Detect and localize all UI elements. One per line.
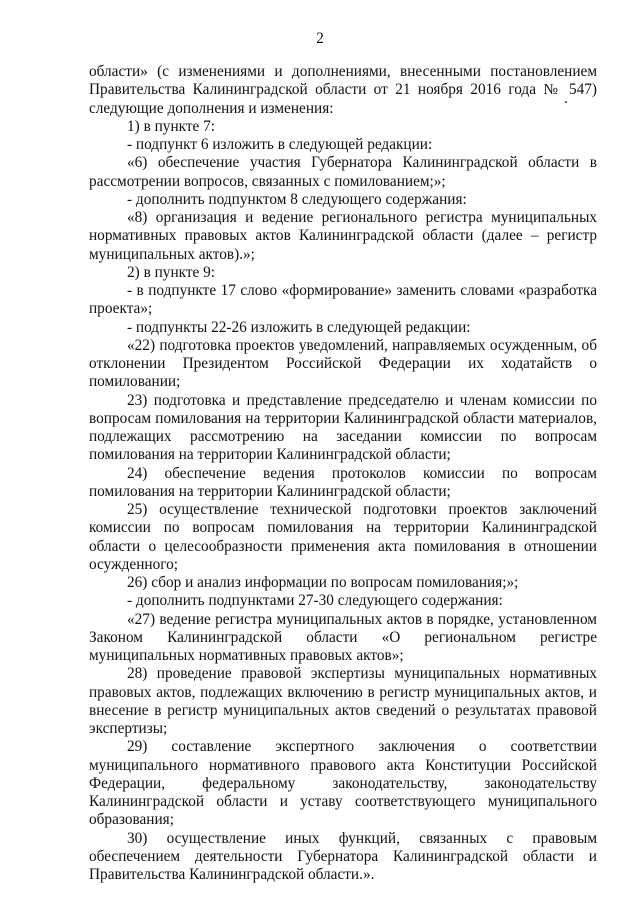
paragraph: 23) подготовка и представление председателю и членам комиссии по вопросам помилования на территории Калининградской области материалов, подлежащих рассмотрению на заседании комиссии по вопросам помилования на территории Калининградской области; (89, 391, 597, 464)
paragraph: 30) осуществление иных функций, связанных с правовым обеспечением деятельности Губернатора Калининградской области и Правительства Калининградской области.». (89, 829, 597, 883)
document-body (89, 63, 597, 884)
paragraph: 29) составление экспертного заключения о соответствии муниципального нормативного правового акта Конституции Российской Федерации, федеральному законодательству, законодательству Калининградской области и уставу соответствующего муниципального образования; (89, 738, 597, 829)
paragraph: - дополнить подпунктами 27-30 следующего содержания: (127, 592, 503, 610)
paragraph: - подпункты 22-26 изложить в следующей редакции: (127, 318, 471, 336)
paragraph: - в подпункте 17 слово «формирование» заменить словами «разработка проекта»; (89, 282, 597, 318)
paragraph: - подпункт 6 изложить в следующей редакции: (127, 136, 433, 153)
paragraph: «27) ведение регистра муниципальных актов в порядке, установленном Законом Калининградской области «О региональном регистре муниципальных нормативных правовых актов»; (89, 610, 597, 664)
paragraph: 26) сбор и анализ информации по вопросам помилования;»; (127, 574, 519, 591)
paragraph: - дополнить подпунктом 8 следующего содержания: (127, 190, 467, 208)
paragraph: области» (с изменениями и дополнениями, внесенными постановлением Правительства Калининградской области от 21 ноября 2016 года № 547) следующие дополнения и изменения: (89, 63, 597, 117)
paragraph: 24) обеспечение ведения протоколов комиссии по вопросам помилования на территории Калининградской области; (89, 464, 597, 500)
paragraph: 25) осуществление технической подготовки проектов заключений комиссии по вопросам помилования на территории Калининградской области о целесообразности применения акта помилования в отношении осужденного; (89, 501, 597, 573)
paragraph: «6) обеспечение участия Губернатора Калининградской области в рассмотрении вопросов, связанных с помилованием;»; (89, 154, 597, 190)
paragraph: 2) в пункте 9: (127, 263, 216, 281)
paragraph: «8) организация и ведение регионального регистра муниципальных нормативных правовых актов Калининградской области (далее – регистр муниципальных актов).»; (89, 209, 597, 263)
paragraph: 1) в пункте 7: (127, 117, 216, 135)
paragraph: «22) подготовка проектов уведомлений, направляемых осужденным, об отклонении Президентом Российской Федерации их ходатайств о помиловании; (89, 336, 597, 391)
page-number: 2 (316, 30, 324, 47)
paragraph: 28) проведение правовой экспертизы муниципальных нормативных правовых актов, подлежащих включению в регистр муниципальных актов, и внесение в регистр муниципальных актов сведений о результатах правовой экспертизы; (89, 665, 597, 737)
